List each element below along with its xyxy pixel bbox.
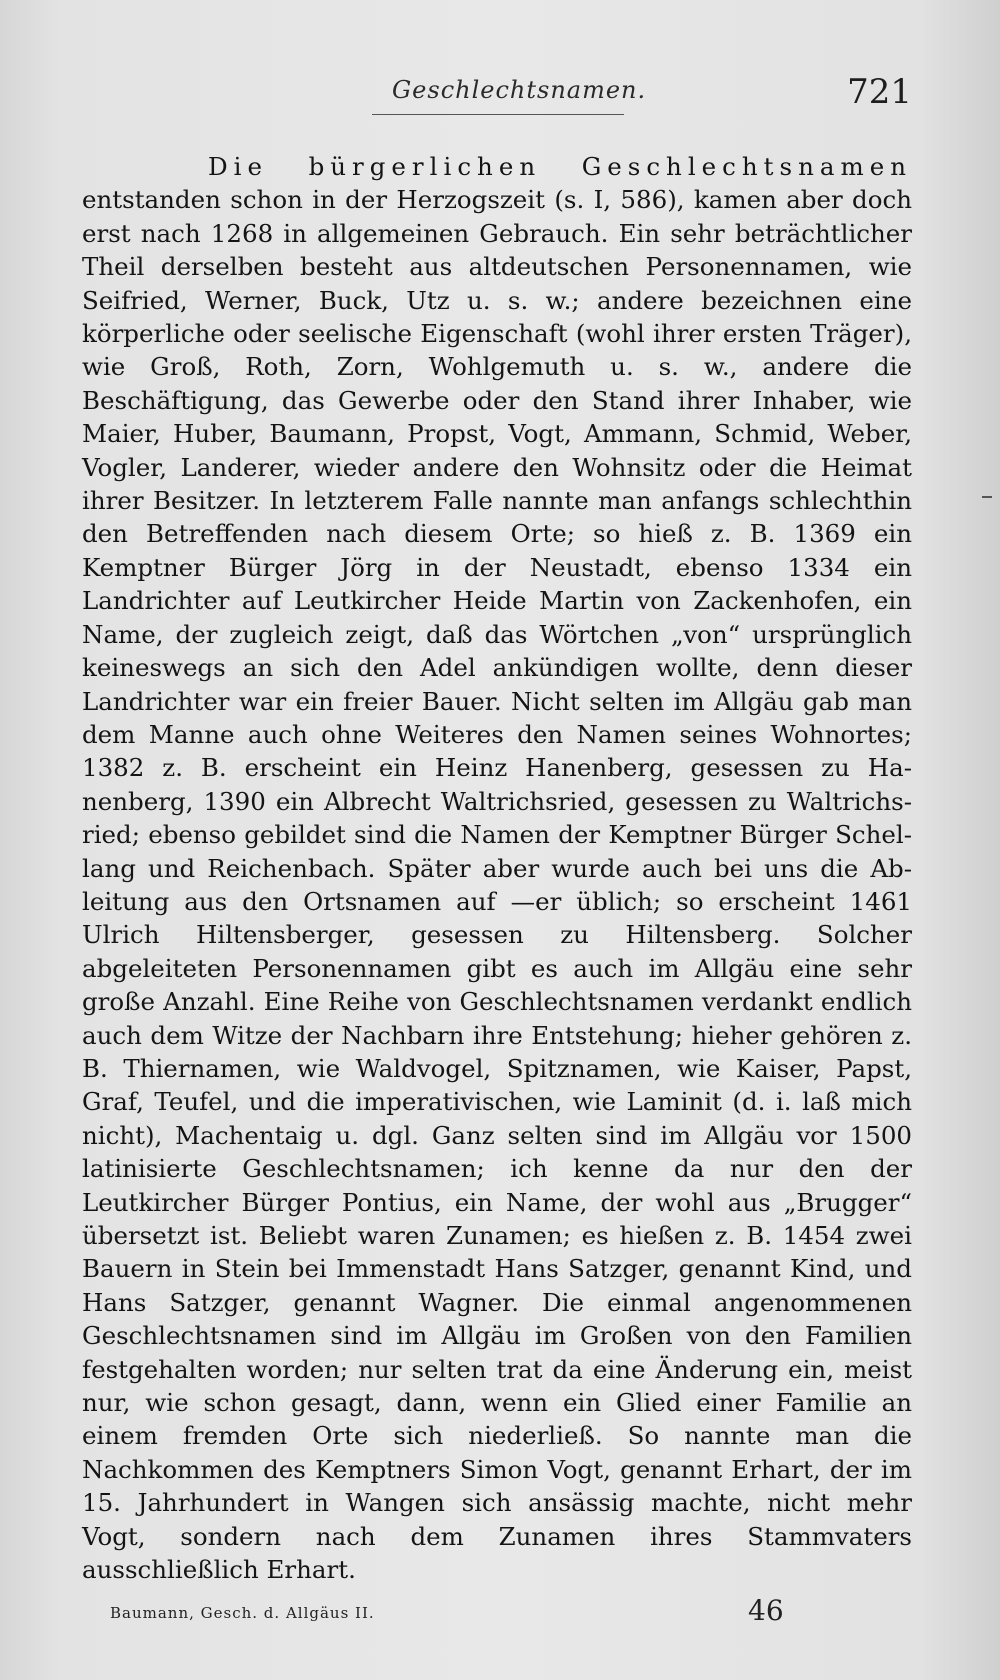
signature-line: Baumann, Gesch. d. Allgäus II.	[110, 1604, 375, 1622]
page-footer	[0, 1594, 1000, 1634]
paragraph-text: entstanden schon in der Herzogszeit (s. I, 586), kamen aber doch erst nach 1268 in allgemeinen Gebrauch. Ein sehr beträchtlicher Theil derselben besteht aus altdeutschen Personennamen, wie Seifried, Werner, Buck, Utz u. s. w.; andere bezeichnen eine körperliche oder seelische Eigenschaft (wohl ihrer ersten Träger), wie Groß, Roth, Zorn, Wohlgemuth u. s. w., andere die Beschäftigung, das Gewerbe oder den Stand ihrer Inhaber, wie Maier, Huber, Baumann, Propst, Vogt, Ammann, Schmid, Weber, Vogler, Landerer, wieder andere den Wohnsitz oder die Heimat ihrer Besitzer. In letzterem Falle nannte man anfangs schlechthin den Betreffenden nach diesem Orte; so hieß z. B. 1369 ein Kemptner Bürger Jörg in der Neustadt, ebenso 1334 ein Landrichter auf Leutkircher Heide Martin von Zackenhofen, ein Name, der zugleich zeigt, daß das Wörtchen „von“ ursprünglich keineswegs an sich den Adel ankündigen wollte, denn dieser Landrichter war ein freier Bauer. Nicht selten im Allgäu gab man dem Manne auch ohne Weiteres den Namen seines Wohnortes; 1382 z. B. erscheint ein Heinz Hanenberg, gesessen zu Hanenberg, 1390 ein Albrecht Waltrichsried, gesessen zu Waltrichsried; ebenso gebildet sind die Namen der Kemptner Bürger Schellang und Reichenbach. Später aber wurde auch bei uns die Ableitung aus den Ortsnamen auf —er üblich; so erscheint 1461 Ulrich Hiltensberger, gesessen zu Hiltensberg. Solcher abgeleiteten Personennamen gibt es auch im Allgäu eine sehr große Anzahl. Eine Reihe von Geschlechtsnamen verdankt endlich auch dem Witze der Nachbarn ihre Entstehung; hieher gehören z. B. Thiernamen, wie Waldvogel, Spitznamen, wie Kaiser, Papst, Graf, Teufel, und die imperativischen, wie Laminit (d. i. laß mich nicht), Machentaig u. dgl. Ganz selten sind im Allgäu vor 1500 latinisierte Geschlechtsnamen; ich kenne da nur den der Leutkircher Bürger Pontius, ein Name, der wohl aus „Brugger“ übersetzt ist. Beliebt waren Zunamen; es hießen z. B. 1454 zwei Bauern in Stein bei Immenstadt Hans Satzger, genannt Kind, und Hans Satzger, genannt Wagner. Die einmal angenommenen Geschlechtsnamen sind im Allgäu im Großen von den Familien festgehalten worden; nur selten trat da eine Änderung ein, meist nur, wie schon gesagt, dann, wenn ein Glied einer Familie an einem fremden Orte sich niederließ. So nannte man die Nachkommen des Kemptners Simon Vogt, genannt Erhart, der im 15. Jahrhundert in Wangen sich ansässig machte, nicht mehr Vogt, sondern nach dem Zunamen ihres Stammvaters ausschließlich Erhart.	[82, 185, 912, 1585]
running-head-title: Geschlechtsnamen.	[392, 76, 647, 104]
page-number: 721	[847, 72, 912, 112]
emphasized-lead: Die bürgerlichen Geschlechtsnamen	[208, 152, 912, 181]
margin-mark	[982, 496, 992, 498]
running-head	[0, 68, 1000, 120]
running-head-rule	[372, 114, 624, 115]
sheet-number: 46	[748, 1594, 784, 1627]
body-paragraph	[82, 150, 912, 1586]
